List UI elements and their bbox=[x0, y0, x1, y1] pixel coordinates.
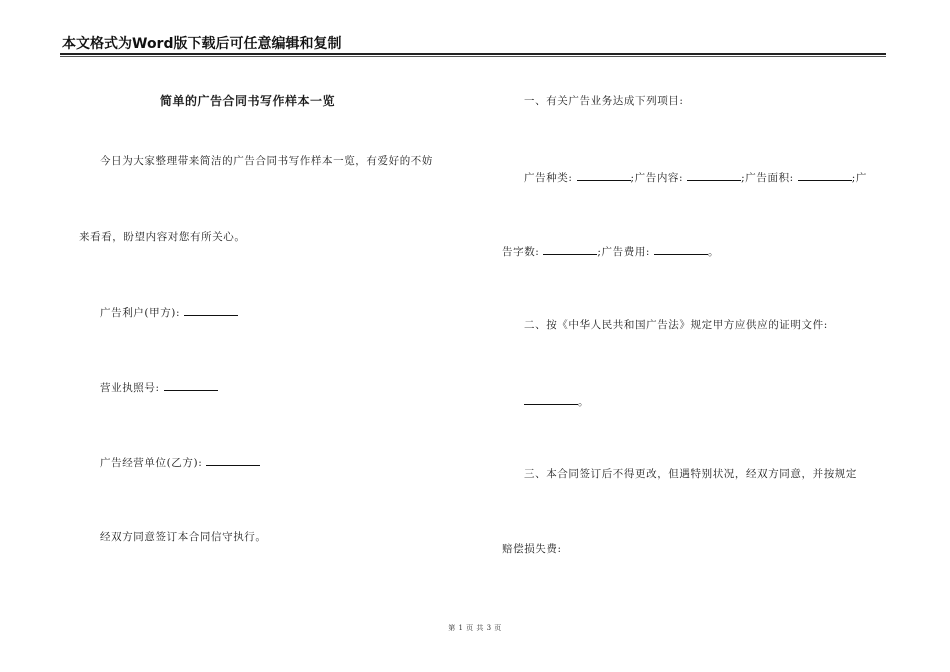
documents-field bbox=[524, 394, 589, 409]
ad-type-label: 广告种类: bbox=[524, 172, 573, 184]
ad-type-blank bbox=[577, 170, 631, 181]
operator-blank bbox=[206, 455, 260, 466]
header-rule-thin bbox=[60, 56, 886, 57]
license-label: 营业执照号: bbox=[100, 382, 160, 394]
ad-details-line-2 bbox=[502, 244, 719, 259]
agreement-line: 经双方同意签订本合同信守执行。 bbox=[100, 531, 267, 543]
item-1-heading: 一、有关广告业务达成下列项目: bbox=[524, 95, 684, 107]
license-field bbox=[100, 380, 218, 395]
documents-period: 。 bbox=[578, 396, 590, 408]
ad-content-label: ;广告内容: bbox=[630, 172, 684, 184]
word-count-label: 告字数: bbox=[502, 246, 540, 258]
intro-line-2: 来看看，盼望内容对您有所关心。 bbox=[79, 231, 246, 243]
header-rule bbox=[60, 53, 886, 55]
item-2-heading: 二、按《中华人民共和国广告法》规定甲方应供应的证明文件: bbox=[524, 319, 828, 331]
client-label: 广告利户(甲方): bbox=[100, 307, 181, 319]
ad-content-blank bbox=[687, 170, 741, 181]
word-count-blank bbox=[543, 244, 597, 255]
document-title: 简单的广告合同书写作样本一览 bbox=[160, 94, 336, 108]
item-3-heading: 三、本合同签订后不得更改，但遇特别状况，经双方同意，并按规定 bbox=[524, 468, 857, 480]
client-blank bbox=[184, 305, 238, 316]
compensation-line: 赔偿损失费: bbox=[502, 543, 562, 555]
download-banner: 本文格式为Word版下载后可任意编辑和复制 bbox=[62, 36, 342, 52]
ad-area-label: ;广告面积: bbox=[741, 172, 794, 184]
ad-area-tail: ;广 bbox=[851, 172, 868, 184]
client-field bbox=[100, 305, 238, 320]
documents-blank bbox=[524, 394, 578, 405]
license-blank bbox=[164, 380, 218, 391]
line-2-period: 。 bbox=[708, 246, 720, 258]
ad-details-line-1 bbox=[524, 170, 867, 185]
operator-field bbox=[100, 455, 260, 470]
page-number: 第 1 页 共 3 页 bbox=[448, 624, 502, 632]
operator-label: 广告经营单位(乙方): bbox=[100, 457, 203, 469]
intro-line-1: 今日为大家整理带来简洁的广告合同书写作样本一览，有爱好的不妨 bbox=[100, 155, 433, 167]
ad-fee-label: ;广告费用: bbox=[597, 246, 651, 258]
ad-fee-blank bbox=[654, 244, 708, 255]
ad-area-blank bbox=[798, 170, 852, 181]
